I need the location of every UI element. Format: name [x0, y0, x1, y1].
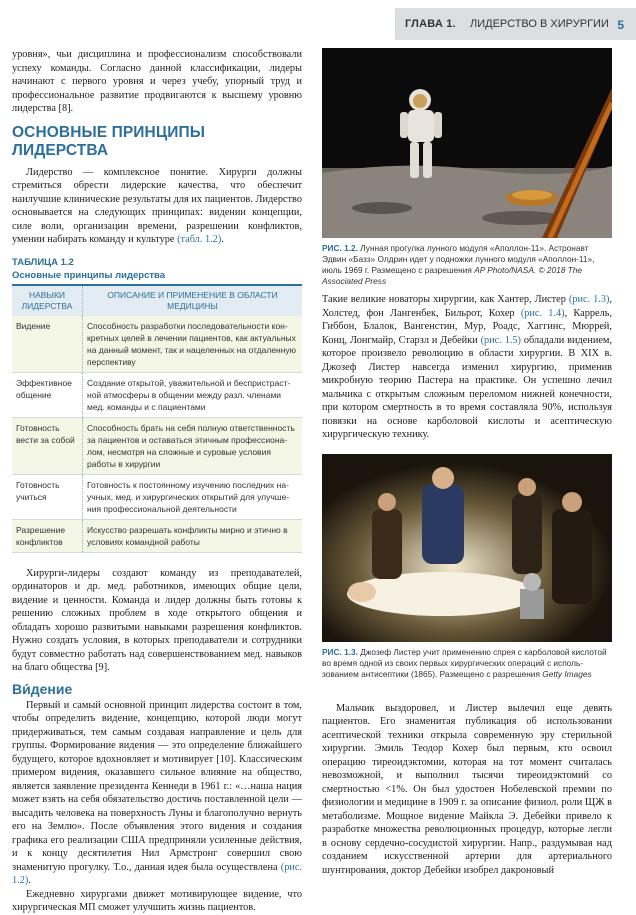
left-column: [12, 48, 302, 915]
figure-caption: РИС. 1.3. Джозеф Листер учит применению спрея с карболовой кислотой во время одной из своих первых хирургических операций с использованием антисептики (1865). Размещено с разрешения Getty Images: [322, 646, 607, 679]
section-heading: ОСНОВНЫЕ ПРИНЦИПЫ ЛИДЕРСТВА: [12, 123, 205, 159]
table-row: Готовность учиться Готовность к постоянному изучению последних научных, мед. и хирургических открытий для улучшения профессиональной деятельности: [12, 474, 302, 519]
paragraph: Первый и самый основной принцип лидерства состоит в том, чтобы определить видение, концепцию, которой люди могут придерживаться, тем самым создавая направление и цель для группы. Формирование видения — это определение ближайшего будущего, которое вдохновляет и мотивирует [10]. Классическим примером видения, оказавшего сильное влияние на общество, является заявление президента Кеннеди в 1961 г.: «…наша нация может взять на себя обязательство достичь поставленной цели — высадить человека на поверхность Луны и благополучно вернуть его на Землю». После объявления этого видения и создания графика его реализации США предприняли усиленные действия, и к концу десятилетия Нил Армстронг совершил свою знаменитую прогулку. Т.о., данная идея была осуществлена (рис. 1.2).: [12, 699, 302, 886]
right-column: [322, 48, 612, 877]
subsection-heading: Ви́дение: [12, 680, 73, 697]
paragraph: Такие великие новаторы хирургии, как Хантер, Листер (рис. 1.3), Холстед, фон Лангенбек, Бильрот, Кохер (рис. 1.4), Каррель, Гиббон, Блалок, Вангенстин, Мур, Роадс, Хаггинс, Мюррей, Конц, Лонгмайр, Старзл и Дебейки (рис. 1.5) обладали видением, которое произвело революцию в области хирургии. В XIX в. Джозеф Листер навсегда изменил хирургию, применив микробную теорию Пастера на практике. Он успешно лечил мальчика с открытым сложным переломом нижней конечности, при котором смертность в то время составляла 90%, используя повязки на основе карболовой кислоты и асептическую хирургическую технику.: [322, 294, 613, 440]
paragraph: Хирурги-лидеры создают команду из преподавателей, ординаторов и др. мед. работников, имеющих общие цели, видение и ценности. Команда и лидер должны быть готовы к решению сложных проблем в ходе открытого общения и обладать хорошо развитыми навыками разрешения конфликтов. Нужно создать условия, в которых преподаватели и сотрудники будут совместно работать над совершенствованием мед. навыков на благо общества [9].: [12, 567, 302, 673]
paragraph: уровня», чьи дисциплина и профессионализм способствовали успеху команды. Согласно данной классификации, лидеры начинают с первого уровня и через учебу, упорный труд и профессиональное развитие продвигаются к высшему уровню лидерства [8].: [12, 49, 302, 114]
paragraph: Ежедневно хирургами движет мотивирующее видение, что хирургическая МП сможет улучшить жизнь пациентов.: [12, 888, 302, 913]
lister-painting: [322, 454, 612, 642]
figure-caption: РИС. 1.2. Лунная прогулка лунного модуля «Аполлон-11». Астронавт Эдвин «Базз» Олдрин идет у подножки лунного модуля «Аполлон-11», июль 1969 г. Размещено с разрешения AP Photo/NASA. © 2018 The Associated Press: [322, 243, 595, 286]
page-header: [0, 0, 636, 40]
figure-reference-link[interactable]: (рис. 1.4): [520, 307, 565, 319]
figure-reference-link[interactable]: (рис. 1.3): [568, 294, 610, 305]
table-header: ОПИСАНИЕ И ПРИМЕНЕНИЕ В ОБЛАСТИ МЕДИЦИНЫ: [83, 286, 303, 316]
table-title: Основные принципы лидерства: [12, 270, 302, 286]
table-row: Эффективное общение Создание открытой, уважительной и беспристрастной атмосферы в общении между разл. членами мед. команды и с пациентами: [12, 372, 302, 417]
moon-photo: [322, 48, 612, 238]
paragraph: Лидерство — комплексное понятие. Хирурги должны стремиться обрести лидерские качества, что обеспечит наилучшие клинические результаты для их пациентов. Лидерство основывается на следующих принципах: видении концепции, силе воли, организации времени, разрешении конфликтов, умении набирать команду и культуре (табл. 1.2).: [12, 166, 302, 245]
table-header: НАВЫКИ ЛИДЕРСТВА: [12, 286, 83, 316]
chapter-title: ЛИДЕРСТВО В ХИРУРГИИ: [470, 18, 609, 30]
table-row: Разрешение конфликтов Искусство разрешать конфликты мирно и этично в условиях командной работы: [12, 519, 302, 552]
table-reference-link[interactable]: (табл. 1.2): [177, 234, 222, 245]
figure-reference-link[interactable]: (рис. 1.2): [12, 861, 302, 886]
table-row: Видение Способность разработки последовательности конкретных целей в лечении пациентов, как актуальных на данный момент, так и нацеленных на отдаленную перспективу: [12, 316, 302, 373]
table-row: Готовность вести за собой Способность брать на себя полную ответственность за пациентов и оставаться этичным профессионалом, несмотря на сложные и суровые условия работы в хирургии: [12, 417, 302, 474]
principles-table: [12, 286, 302, 553]
page-number: 5: [617, 18, 624, 32]
paragraph: Мальчик выздоровел, и Листер вылечил еще девять пациентов. Его знаменитая публикация об использовании асептической техники открыла современную эру стерильной хирургии. Эмиль Теодор Кохер был первым, кто освоил операцию тиреоидэктомии, которая на тот момент считалась невозможной, и выполнил тысячи тиреоидэктомий со смертностью <1%. Он был удостоен Нобелевской премии по физиологии и медицине в 1909 г. за описание физиол. роли ЩЖ в метаболизме. Мощное видение Майкла Э. Дебейки привело к разработке множества революционных процедур, которые легли в основу сердечно-сосудистой хирургии. Напр., раздумывая над созданием искусственной артерии для артериального шунтирования, доктор Дебейки изобрел дакроновый: [322, 702, 612, 876]
figure-reference-link[interactable]: (рис. 1.5): [480, 334, 521, 346]
chapter-number: ГЛАВА 1.: [405, 18, 456, 30]
table-label: ТАБЛИЦА 1.2: [12, 256, 74, 268]
